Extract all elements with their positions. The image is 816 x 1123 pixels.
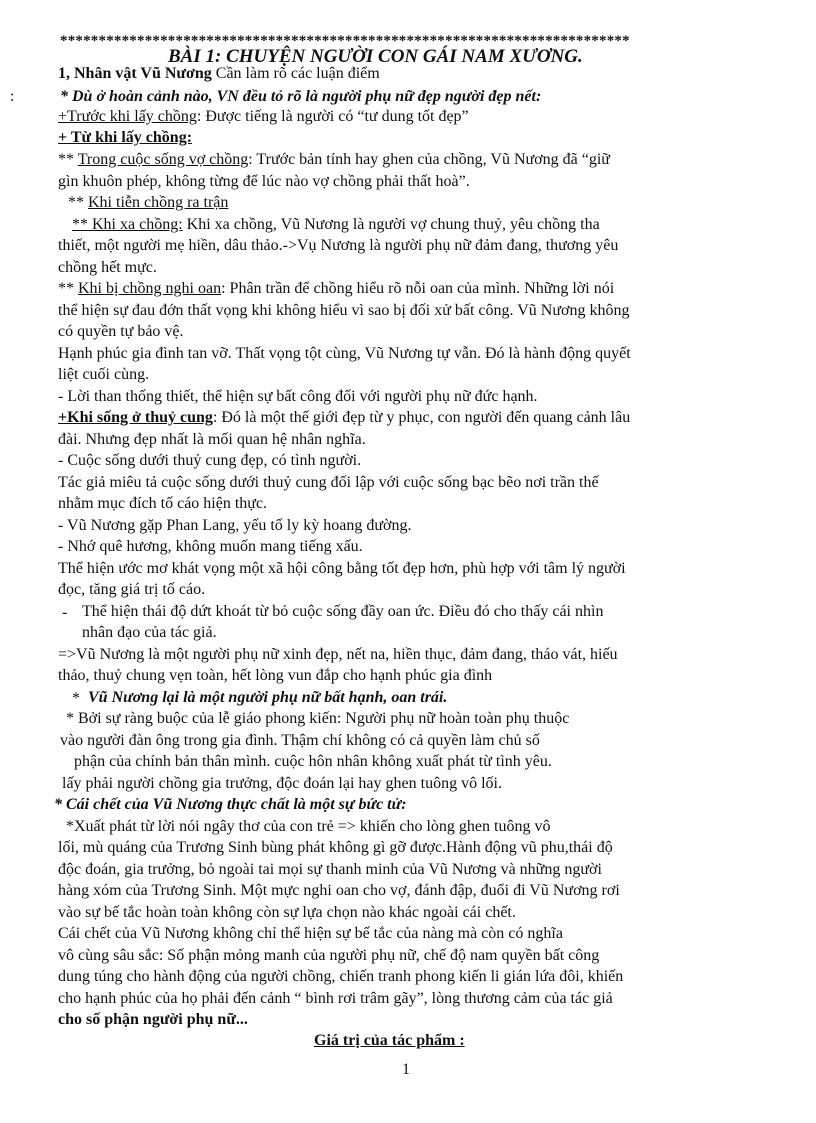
text-line: nhân đạo của tác giả. bbox=[82, 624, 217, 641]
margin-mark: : bbox=[10, 88, 15, 105]
text-line: vô cùng sâu sắc: Số phận mỏng manh của người phụ nữ, chế độ nam quyền bất công bbox=[58, 947, 600, 964]
subheading: + Từ khi lấy chồng: bbox=[58, 129, 193, 146]
line-text: : Trước bản tính hay ghen của chồng, Vũ Nương đã “giữ bbox=[248, 151, 610, 168]
heading-note: Cần làm rõ các luận điểm bbox=[211, 65, 380, 82]
line-text: : Phân trần để chồng hiểu rõ nỗi oan của mình. Những lời nói bbox=[221, 280, 615, 297]
text-line: đọc, tăng giá trị tố cáo. bbox=[58, 581, 206, 598]
list-bullet: - bbox=[62, 604, 68, 621]
heading-label: 1, Nhân vật Vũ Nương bbox=[58, 65, 212, 82]
text-line bbox=[58, 408, 630, 428]
text-line: lối, mù quáng của Trương Sinh bùng phát không gì gỡ được.Hành động vũ phu,thái độ bbox=[58, 839, 613, 856]
line-text: ** bbox=[68, 194, 88, 211]
page-title: BÀI 1: CHUYỆN NGƯỜI CON GÁI NAM XƯƠNG. bbox=[168, 46, 583, 67]
subheading: +Trước khi lấy chồng bbox=[58, 108, 197, 125]
text-line: - Lời than thống thiết, thể hiện sự bất công đối với người phụ nữ đức hạnh. bbox=[58, 388, 538, 405]
text-line: Cái chết của Vũ Nương không chỉ thể hiện sự bế tắc của nàng mà còn có nghĩa bbox=[58, 925, 563, 942]
line-text: : Đó là một thế giới đẹp từ y phục, con người đến quang cảnh lâu bbox=[212, 409, 631, 426]
subheading: Khi tiễn chồng ra trận bbox=[88, 194, 229, 211]
text-line: độc đoán, gia trưởng, bỏ ngoài tai mọi sự thanh minh của Vũ Nương và những người bbox=[58, 861, 602, 878]
section-heading-1 bbox=[58, 64, 380, 84]
line-text: ** bbox=[58, 280, 78, 297]
thesis-line: * Dù ở hoàn cảnh nào, VN đều tỏ rõ là người phụ nữ đẹp người đẹp nết: bbox=[60, 88, 542, 105]
text-line: vào sự bế tắc hoàn toàn không còn sự lựa chọn nào khác ngoài cái chết. bbox=[58, 904, 516, 921]
text-line: lấy phải người chồng gia trưởng, độc đoán lại hay ghen tuông vô lối. bbox=[62, 775, 502, 792]
text-line: đài. Nhưng đẹp nhất là mối quan hệ nhân nghĩa. bbox=[58, 431, 366, 448]
text-line bbox=[58, 279, 614, 299]
text-line: cho số phận người phụ nữ... bbox=[58, 1011, 248, 1028]
text-line bbox=[72, 215, 600, 235]
text-line: Tác giả miêu tả cuộc sống dưới thuỷ cung đối lập với cuộc sống bạc bẽo nơi trần thế bbox=[58, 474, 599, 491]
text-line: nhằm mục đích tố cáo hiện thực. bbox=[58, 495, 268, 512]
text-line: phận của chính bản thân mình. cuộc hôn nhân không xuất phát từ tình yêu. bbox=[74, 753, 552, 770]
text-line: - Nhớ quê hương, không muốn mang tiếng xấu. bbox=[58, 538, 363, 555]
text-line bbox=[68, 193, 228, 213]
text-line bbox=[58, 150, 610, 170]
line-text: : Được tiếng là người có “tư dung tốt đẹp” bbox=[196, 108, 469, 125]
star-bullet: * bbox=[72, 690, 80, 707]
decorative-star-rule: ************************************************************************** bbox=[60, 33, 630, 49]
section-heading-2: Vũ Nương lại là một người phụ nữ bất hạnh, oan trái. bbox=[88, 689, 448, 706]
text-line: liệt cuối cùng. bbox=[58, 366, 150, 383]
text-line: dung túng cho hành động của người chồng, chiến tranh phong kiến li gián lứa đôi, khiến bbox=[58, 968, 624, 985]
subheading: Khi bị chồng nghi oan bbox=[78, 280, 222, 297]
text-line: vào người đàn ông trong gia đình. Thậm chí không có cả quyền làm chủ số bbox=[60, 732, 540, 749]
page-number: 1 bbox=[402, 1061, 410, 1078]
section-heading-4: Giá trị của tác phẩm : bbox=[314, 1032, 465, 1049]
text-line: Thể hiện thái độ dứt khoát từ bỏ cuộc sống đầy oan ức. Điều đó cho thấy cái nhìn bbox=[82, 603, 604, 620]
text-line: Hạnh phúc gia đình tan vỡ. Thất vọng tột cùng, Vũ Nương tự vẫn. Đó là hành động quyết bbox=[58, 345, 631, 362]
text-line: hàng xóm của Trương Sinh. Một mực nghi oan cho vợ, đánh đập, đuổi đi Vũ Nương rơi bbox=[58, 882, 620, 899]
subheading: Trong cuộc sống vợ chồng bbox=[77, 151, 249, 168]
text-line: - Cuộc sống dưới thuỷ cung đẹp, có tình người. bbox=[58, 452, 362, 469]
line-text: Khi xa chồng, Vũ Nương là người vợ chung thuỷ, yêu chồng tha bbox=[182, 216, 600, 233]
text-line: chồng hết mực. bbox=[58, 259, 157, 276]
text-line: có quyền tự bảo vệ. bbox=[58, 323, 184, 340]
text-line: - Vũ Nương gặp Phan Lang, yếu tố ly kỳ hoang đường. bbox=[58, 517, 412, 534]
text-line: Thể hiện ước mơ khát vọng một xã hội công bằng tốt đẹp hơn, phù hợp với tâm lý người bbox=[58, 560, 626, 577]
section-heading-3: * Cái chết của Vũ Nương thực chất là một sự bức tử: bbox=[54, 796, 407, 813]
text-line: thiết, một người mẹ hiền, dâu thảo.->Vụ Nương là người phụ nữ đảm đang, thương yêu bbox=[58, 237, 619, 254]
text-line: cho hạnh phúc của họ phải đến cảnh “ bình rơi trâm gãy”, lòng thương cảm của tác giả bbox=[58, 990, 613, 1007]
line-text: ** bbox=[58, 151, 78, 168]
subheading: +Khi sống ở thuỷ cung bbox=[58, 409, 213, 426]
text-line: *Xuất phát từ lời nói ngây thơ của con trẻ => khiến cho lòng ghen tuông vô bbox=[66, 818, 551, 835]
text-line bbox=[58, 107, 469, 127]
text-line: thảo, thuỷ chung vẹn toàn, hết lòng vun đắp cho hạnh phúc gia đình bbox=[58, 667, 493, 684]
text-line: =>Vũ Nương là một người phụ nữ xinh đẹp, nết na, hiền thục, đảm đang, tháo vát, hiếu bbox=[58, 646, 618, 663]
text-line: * Bởi sự ràng buộc của lễ giáo phong kiến: Người phụ nữ hoàn toàn phụ thuộc bbox=[66, 710, 570, 727]
text-line: gìn khuôn phép, không từng để lúc nào vợ chồng phải thất hoà”. bbox=[58, 173, 470, 190]
text-line: thể hiện sự đau đớn thất vọng khi không hiểu vì sao bị đối xử bất công. Vũ Nương không bbox=[58, 302, 630, 319]
subheading: ** Khi xa chồng: bbox=[72, 216, 183, 233]
